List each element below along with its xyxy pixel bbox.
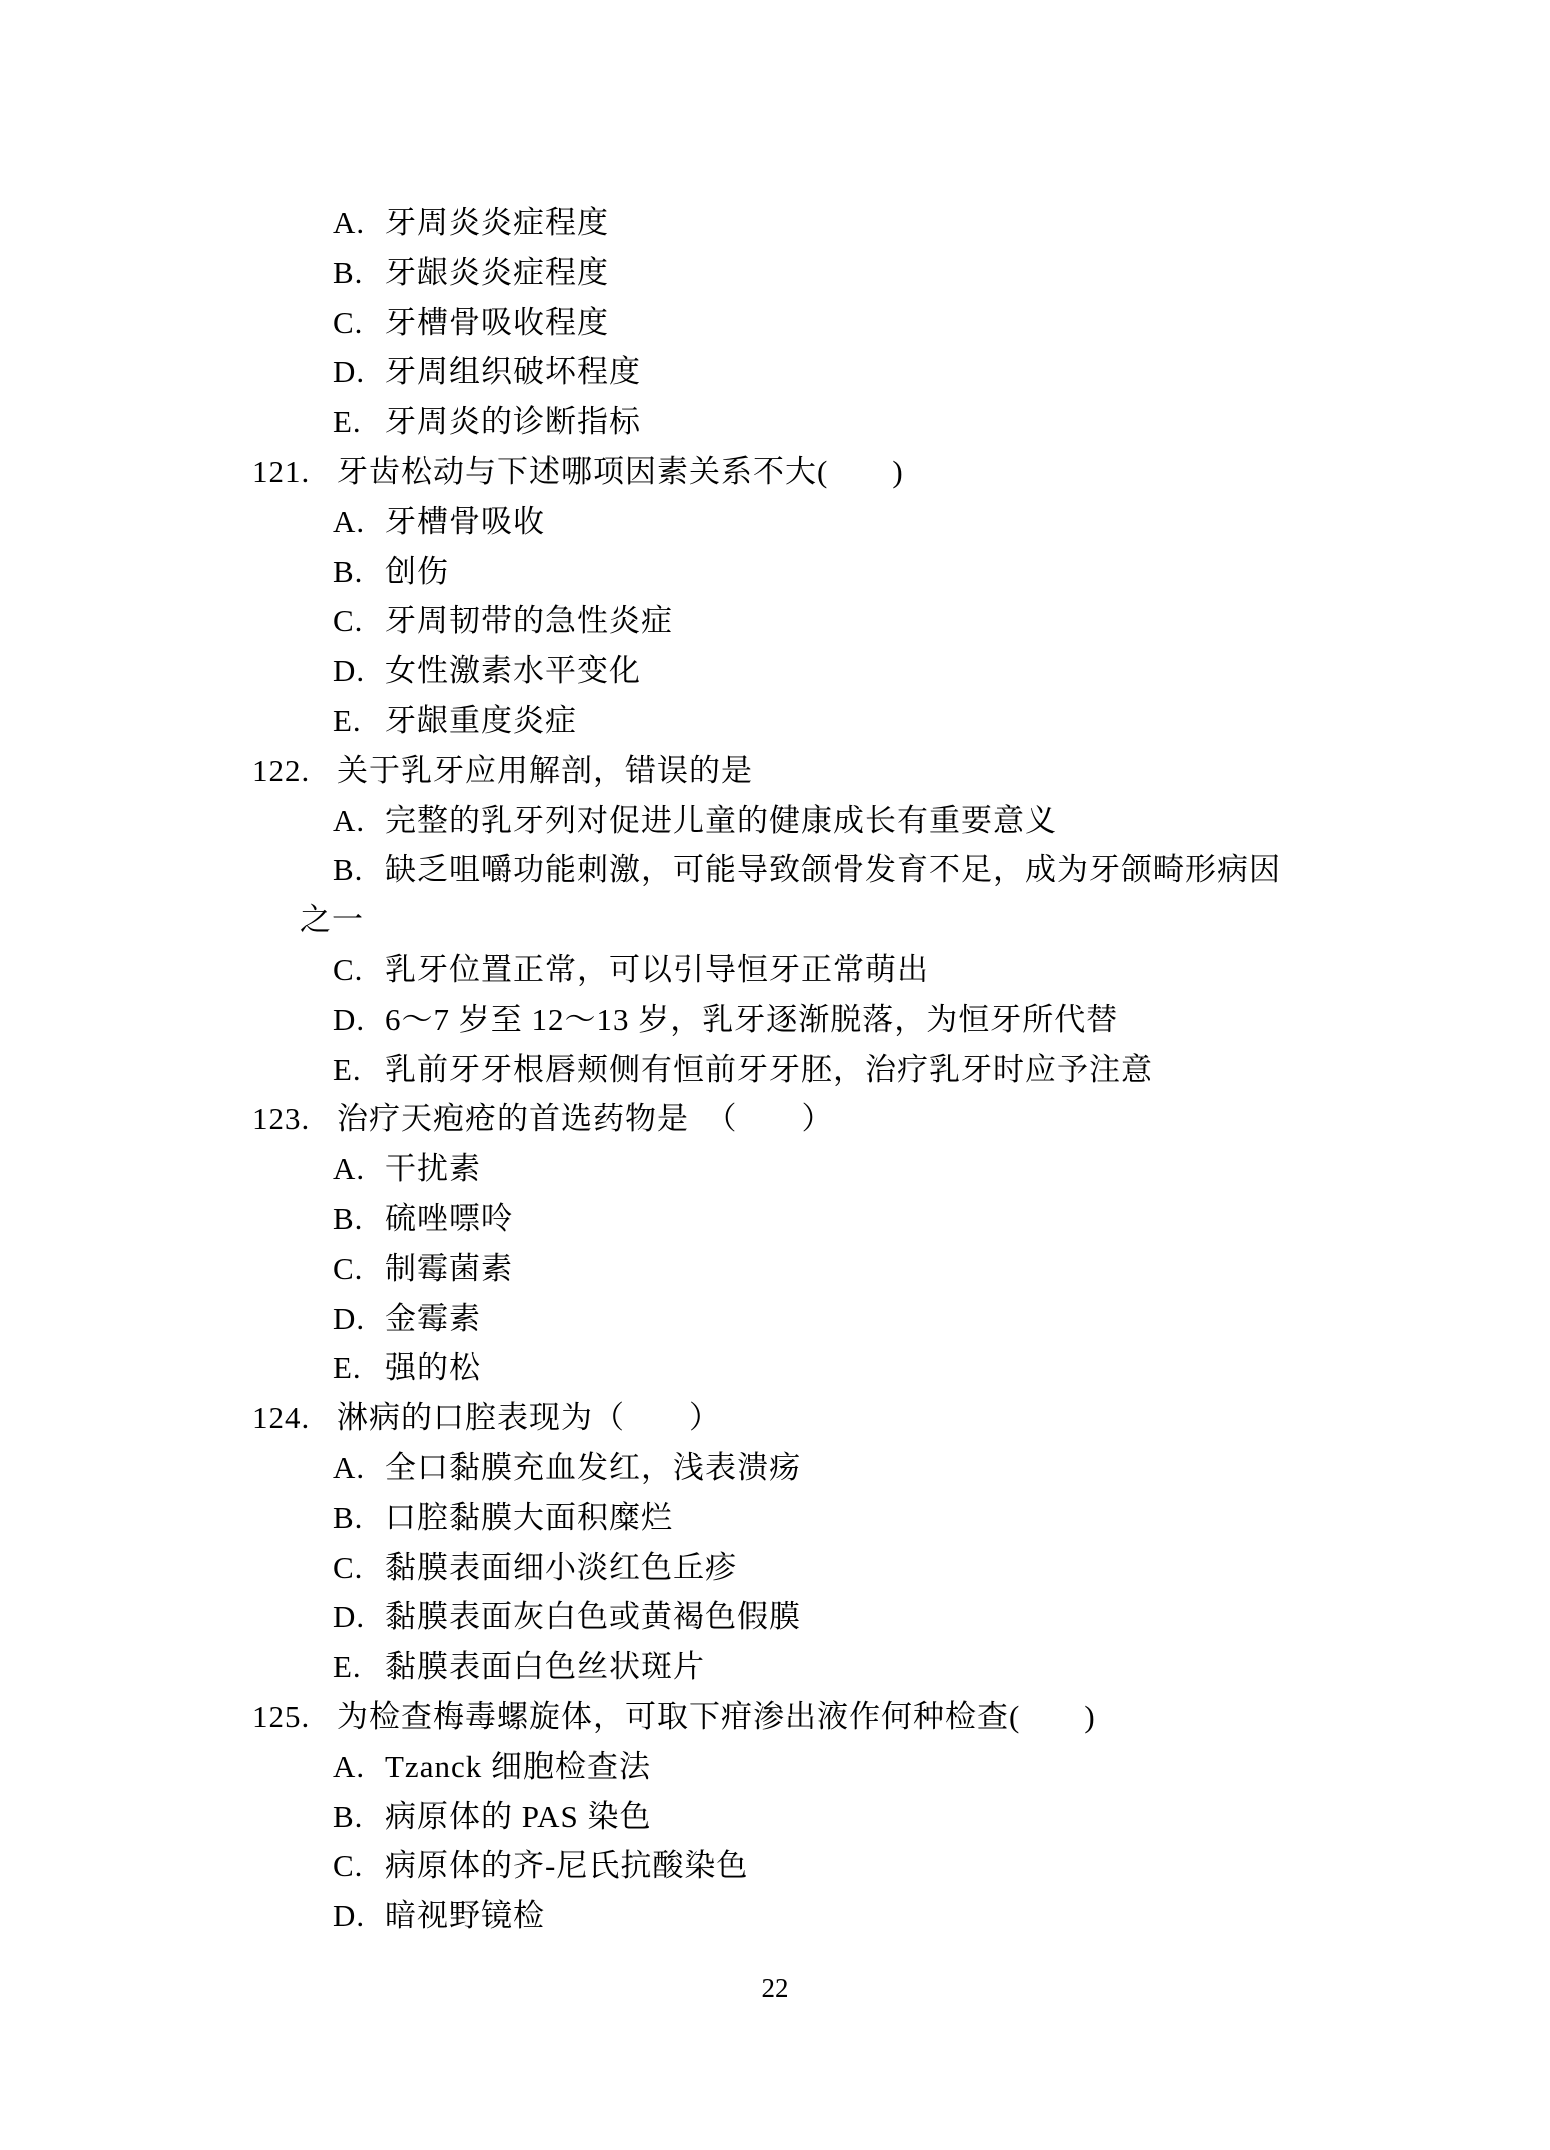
page-number: 22 xyxy=(761,1973,789,2003)
question-line xyxy=(0,746,1550,796)
option-line xyxy=(0,1144,1550,1194)
question-line xyxy=(0,1692,1550,1742)
option-line xyxy=(0,347,1550,397)
question-number: 122. xyxy=(252,752,311,788)
option-text: 牙周炎的诊断指标 xyxy=(385,404,641,440)
option-letter: C. xyxy=(333,1848,364,1884)
option-line xyxy=(0,497,1550,547)
option-letter: A. xyxy=(333,1449,366,1485)
option-continuation-line xyxy=(0,895,1550,945)
option-line xyxy=(0,646,1550,696)
question-line xyxy=(0,1094,1550,1144)
question-stem: 牙齿松动与下述哪项因素关系不大( ) xyxy=(337,453,904,489)
option-text: 6～7 岁至 12～13 岁，乳牙逐渐脱落，为恒牙所代替 xyxy=(385,1001,1119,1037)
option-letter: D. xyxy=(333,1300,366,1336)
option-text: 全口黏膜充血发红，浅表溃疡 xyxy=(385,1449,801,1485)
option-text: 病原体的齐-尼氏抗酸染色 xyxy=(385,1848,749,1884)
option-line xyxy=(0,1343,1550,1393)
option-line xyxy=(0,1194,1550,1244)
option-letter: B. xyxy=(333,254,364,290)
option-letter: C. xyxy=(333,1549,364,1585)
option-text: 硫唑嘌呤 xyxy=(385,1200,513,1236)
option-line xyxy=(0,1792,1550,1842)
option-text: 牙龈炎炎症程度 xyxy=(385,254,609,290)
exam-content xyxy=(0,198,1550,1941)
option-line xyxy=(0,1294,1550,1344)
option-letter: D. xyxy=(333,653,366,689)
question-number: 123. xyxy=(252,1101,311,1137)
option-line xyxy=(0,796,1550,846)
option-letter: B. xyxy=(333,1200,364,1236)
option-letter: D. xyxy=(333,1599,366,1635)
option-text: 制霉菌素 xyxy=(385,1250,513,1286)
option-line xyxy=(0,1891,1550,1941)
option-letter: A. xyxy=(333,503,366,539)
question-stem: 治疗天疱疮的首选药物是 （ ） xyxy=(337,1101,834,1137)
option-text: 黏膜表面细小淡红色丘疹 xyxy=(385,1549,737,1585)
option-text: 牙槽骨吸收程度 xyxy=(385,304,609,340)
option-text: 口腔黏膜大面积糜烂 xyxy=(385,1499,673,1535)
option-letter: A. xyxy=(333,1748,366,1784)
option-text: 牙周组织破坏程度 xyxy=(385,354,641,390)
option-line xyxy=(0,596,1550,646)
option-letter: D. xyxy=(333,1001,366,1037)
option-line xyxy=(0,547,1550,597)
option-text: 强的松 xyxy=(385,1350,481,1386)
option-line xyxy=(0,1443,1550,1493)
option-line xyxy=(0,995,1550,1045)
option-line xyxy=(0,1543,1550,1593)
option-text: 黏膜表面白色丝状斑片 xyxy=(385,1649,705,1685)
option-text: 完整的乳牙列对促进儿童的健康成长有重要意义 xyxy=(385,802,1057,838)
option-line xyxy=(0,945,1550,995)
option-letter: D. xyxy=(333,354,366,390)
option-text: 暗视野镜检 xyxy=(385,1898,545,1934)
option-line xyxy=(0,397,1550,447)
option-letter: A. xyxy=(333,802,366,838)
option-line xyxy=(0,1045,1550,1095)
option-line xyxy=(0,298,1550,348)
option-line xyxy=(0,1841,1550,1891)
option-text: 创伤 xyxy=(385,553,449,589)
option-text: 牙龈重度炎症 xyxy=(385,702,577,738)
option-line xyxy=(0,1493,1550,1543)
option-letter: E. xyxy=(333,1649,362,1685)
option-line xyxy=(0,696,1550,746)
option-text: 干扰素 xyxy=(385,1151,481,1187)
option-line xyxy=(0,845,1550,895)
option-letter: E. xyxy=(333,404,362,440)
option-line xyxy=(0,1592,1550,1642)
option-letter: E. xyxy=(333,1051,362,1087)
option-line xyxy=(0,1244,1550,1294)
option-text: 黏膜表面灰白色或黄褐色假膜 xyxy=(385,1599,801,1635)
option-text: 病原体的 PAS 染色 xyxy=(385,1798,652,1834)
option-letter: A. xyxy=(333,205,366,240)
option-letter: C. xyxy=(333,951,364,987)
option-text: 女性激素水平变化 xyxy=(385,653,641,689)
question-line xyxy=(0,447,1550,497)
option-line xyxy=(0,1642,1550,1692)
option-letter: B. xyxy=(333,1798,364,1834)
question-stem: 关于乳牙应用解剖，错误的是 xyxy=(337,752,753,788)
option-text: Tzanck 细胞检查法 xyxy=(385,1748,651,1784)
option-text-continuation: 之一 xyxy=(300,902,364,938)
option-letter: A. xyxy=(333,1151,366,1187)
option-text: 牙槽骨吸收 xyxy=(385,503,545,539)
option-text: 乳牙位置正常，可以引导恒牙正常萌出 xyxy=(385,951,929,987)
option-letter: B. xyxy=(333,553,364,589)
option-text: 金霉素 xyxy=(385,1300,481,1336)
option-text: 牙周炎炎症程度 xyxy=(385,205,609,240)
option-letter: D. xyxy=(333,1898,366,1934)
option-letter: C. xyxy=(333,1250,364,1286)
option-letter: C. xyxy=(333,304,364,340)
option-letter: E. xyxy=(333,1350,362,1386)
option-text: 乳前牙牙根唇颊侧有恒前牙牙胚，治疗乳牙时应予注意 xyxy=(385,1051,1153,1087)
option-line xyxy=(0,198,1550,248)
option-letter: E. xyxy=(333,702,362,738)
option-letter: B. xyxy=(333,852,364,888)
option-letter: B. xyxy=(333,1499,364,1535)
option-letter: C. xyxy=(333,603,364,639)
question-number: 121. xyxy=(252,453,311,489)
option-line xyxy=(0,248,1550,298)
question-stem: 为检查梅毒螺旋体，可取下疳渗出液作何种检查( ) xyxy=(337,1698,1096,1734)
option-text: 牙周韧带的急性炎症 xyxy=(385,603,673,639)
option-line xyxy=(0,1742,1550,1792)
question-number: 125. xyxy=(252,1698,311,1734)
option-text: 缺乏咀嚼功能刺激，可能导致颌骨发育不足，成为牙颌畸形病因 xyxy=(385,852,1281,888)
question-line xyxy=(0,1393,1550,1443)
question-stem: 淋病的口腔表现为（ ） xyxy=(337,1400,721,1436)
question-number: 124. xyxy=(252,1400,311,1436)
